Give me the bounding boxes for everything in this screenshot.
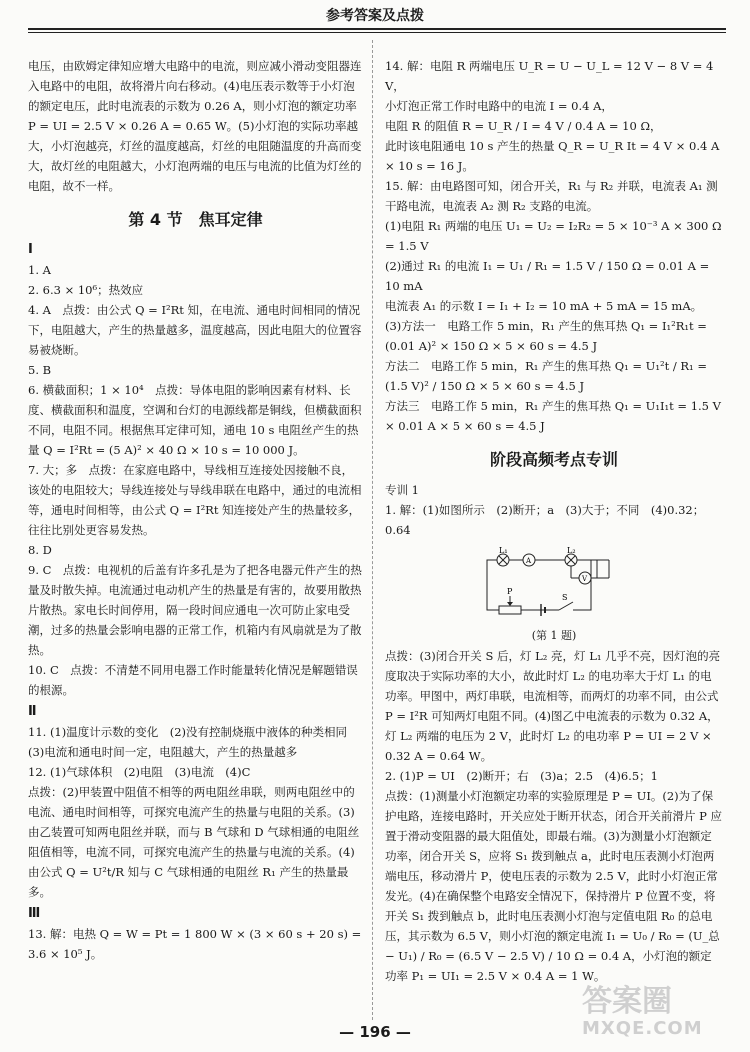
- answer-line: 方法三 电路工作 5 min，R₁ 产生的焦耳热 Q₁ = U₁I₁t = 1.5 V × 0.01 A × 5 × 60 s = 4.5 J: [385, 399, 721, 433]
- watermark-text: 答案圈: [582, 984, 672, 1019]
- label-a: A: [526, 557, 532, 565]
- answer-line: 2. (1)P = UI (2)断开；右 (3)a；2.5 (4)6.5；1: [385, 769, 658, 783]
- answer-line: 点拨：(1)测量小灯泡额定功率的实验原理是 P = UI。(2)为了保护电路，连接电路时，开关应处于断开状态，闭合开关前滑片 P 应置于滑动变阻器的最大阻值处，即最右端。(3)为测量小灯泡额定功率，闭合开关 S，应将 S₁ 拨到触点 a，此时电压表测小灯泡两端电压，移动滑片 P，使电压表的示数为 2.5 V，此时小灯泡正常发光。(4)在确保整个电路安全情况下，保持滑片 P 位置不变，将开关 S₁ 拨到触点 b，此时电压表测小灯泡与定值电阻 R₀ 的总电压，其示数为 6.5 V，则小灯泡的额定电流 I₁ = U₀ / R₀ = (U_总 − U₁) / R₀ = (6.5 V − 2.5 V) / 10 Ω = 0.4 A，小灯泡的额定功率 P₁ = UI₁ = 2.5 V × 0.4 A = 1 W。: [385, 789, 723, 983]
- answer-line: 1. 解：(1)如图所示 (2)断开；a (3)大于；不同 (4)0.32；0.64: [385, 503, 705, 537]
- sub-title: 专训 1: [385, 483, 419, 497]
- figure-caption: (第 1 题): [531, 629, 577, 642]
- answer-line: (2)通过 R₁ 的电流 I₁ = U₁ / R₁ = 1.5 V / 150 Ω = 0.01 A = 10 mA: [385, 259, 710, 293]
- circuit-diagram: [479, 546, 629, 624]
- answer-line: 电阻 R 的阻值 R = U_R / I = 4 V / 0.4 A = 10 Ω，: [385, 119, 662, 133]
- answer-item: 13. 解：电热 Q = W = Pt = 1 800 W × (3 × 60 s + 20 s) = 3.6 × 10⁵ J。: [28, 927, 362, 961]
- page-number: — 196 —: [339, 1023, 411, 1041]
- answer-item: 6. 横截面积；1 × 10⁴ 点拨：导体电阻的影响因素有材料、长度、横截面积和温度，空调和台灯的电源线都是铜线，但横截面积不同，电阻不同。根据焦耳定律可知，通电 10 s 电阻丝产生的热量 Q = I²Rt = (5 A)² × 40 Ω × 10 s = 10 000 J。: [28, 383, 362, 457]
- answer-item: 8. D: [28, 543, 52, 557]
- rheostat-icon: [499, 596, 521, 614]
- answer-item: 5. B: [28, 363, 52, 377]
- label-v: V: [582, 575, 588, 583]
- answer-item: 7. 大；多 点拨：在家庭电路中，导线相互连接处因接触不良，该处的电阻较大；导线连接处与导线串联在电路中，通过的电流相等，通电时间相等，由公式 Q = I²Rt 知连接处产生的热量较多，往往比别处更容易发热。: [28, 463, 362, 537]
- answer-line: (1)电阻 R₁ 两端的电压 U₁ = U₂ = I₂R₂ = 5 × 10⁻³ A × 300 Ω = 1.5 V: [385, 219, 722, 253]
- level-mark-1: Ⅰ: [28, 242, 33, 257]
- level-mark-3: Ⅲ: [28, 906, 41, 921]
- right-column: [385, 56, 723, 986]
- answer-line: 14. 解：电阻 R 两端电压 U_R = U − U_L = 12 V − 8 V = 4 V，: [385, 59, 714, 93]
- switch-icon: [559, 602, 573, 614]
- answer-line: 小灯泡正常工作时电路中的电流 I = 0.4 A，: [385, 99, 613, 113]
- answer-item: 12. (1)气球体积 (2)电阻 (3)电流 (4)C: [28, 765, 251, 779]
- page-title: 参考答案及点拨: [326, 8, 424, 24]
- column-divider: [372, 40, 373, 1020]
- label-p: P: [507, 587, 513, 596]
- page-header: [0, 0, 750, 30]
- label-l2: L₂: [567, 546, 576, 555]
- answer-item: 10. C 点拨：不清楚不同用电器工作时能量转化情况是解题错误的根源。: [28, 663, 358, 697]
- watermark-url: MXQE.COM: [582, 1018, 703, 1039]
- answer-item: 9. C 点拨：电视机的后盖有许多孔是为了把各电器元件产生的热量及时散失掉。电流通过电动机产生的热量是有害的，故要用散热片散热。家电长时间停用，隔一段时间应通电一次可防止家电受潮，过多的热量会影响电器的正常工作，机箱内有风扇就是为了散热。: [28, 563, 362, 657]
- left-column: [28, 56, 363, 964]
- answer-line: 电流表 A₁ 的示数 I = I₁ + I₂ = 10 mA + 5 mA = 15 mA。: [385, 299, 703, 313]
- answer-item: 点拨：(2)甲装置中阻值不相等的两电阻丝串联，则两电阻丝中的电流、通电时间相等，可探究电流产生的热量与电阻的关系。(3)由乙装置可知两电阻丝并联，而与 B 气球和 D 气球相通的电阻丝阻值相等，电流不同，可探究电流产生的热量与电流的关系。(4)由公式 Q = U²t/R 知与 C 气球相通的电阻丝 R₁ 产生的热量最多。: [28, 785, 360, 899]
- header-rule-thin: [28, 32, 726, 33]
- intro-paragraph: 电压，由欧姆定律知应增大电路中的电流，则应减小滑动变阻器连入电路中的电阻，故将滑片向右移动。(4)电压表示数等于小灯泡的额定电压，此时电流表的示数为 0.26 A，则小灯泡的额定功率 P = UI = 2.5 V × 0.26 A = 0.65 W。(5)小灯泡的实际功率越大，小灯泡越亮，灯丝的温度越高，灯丝的电阻随温度的升高而变大，故灯丝的电阻越大，小灯泡两端的电压与电流的比值为灯丝的电阻，故不一样。: [28, 59, 362, 193]
- section-title-joule-law: 第 4 节 焦耳定律: [128, 210, 263, 229]
- label-l1: L₁: [499, 546, 508, 555]
- answer-line: (3)方法一 电路工作 5 min，R₁ 产生的焦耳热 Q₁ = I₁²R₁t = (0.01 A)² × 150 Ω × 5 × 60 s = 4.5 J: [385, 319, 707, 353]
- answer-item: 4. A 点拨：由公式 Q = I²Rt 知，在电流、通电时间相同的情况下，电阻越大，产生的热量越多，温度越高，因此电阻大的位置容易被烧断。: [28, 303, 362, 357]
- level-mark-2: Ⅱ: [28, 704, 37, 719]
- answer-line: 点拨：(3)闭合开关 S 后，灯 L₂ 亮，灯 L₁ 几乎不亮，因灯泡的亮度取决于实际功率的大小，故此时灯 L₂ 的电功率大于灯 L₁ 的电功率。甲图中，两灯串联，电流相等，而两灯的功率不同，由公式 P = I²R 可知两灯电阻不同。(4)图乙中电流表的示数为 0.32 A，灯 L₂ 两端的电压为 2 V，此时灯 L₂ 的电功率 P = UI = 2 V × 0.32 A = 0.64 W。: [385, 649, 721, 763]
- lamp-l2-icon: [565, 554, 577, 566]
- watermark-logo: [582, 985, 732, 1047]
- answer-item: 11. (1)温度计示数的变化 (2)没有控制烧瓶中液体的种类相同 (3)电流和通电时间一定，电阻越大，产生的热量越多: [28, 725, 359, 759]
- answer-line: 此时该电阻通电 10 s 产生的热量 Q_R = U_R It = 4 V × 0.4 A × 10 s = 16 J。: [385, 139, 720, 173]
- section-title-practice: 阶段高频考点专训: [489, 450, 618, 469]
- answer-item: 2. 6.3 × 10⁶；热效应: [28, 283, 144, 297]
- answer-line: 15. 解：由电路图可知，闭合开关，R₁ 与 R₂ 并联，电流表 A₁ 测干路电流，电流表 A₂ 测 R₂ 支路的电流。: [385, 179, 718, 213]
- lamp-l1-icon: [497, 554, 509, 566]
- answer-line: 方法二 电路工作 5 min，R₁ 产生的焦耳热 Q₁ = U₁²t / R₁ = (1.5 V)² / 150 Ω × 5 × 60 s = 4.5 J: [385, 359, 707, 393]
- label-s: S: [562, 593, 568, 602]
- answer-item: 1. A: [28, 263, 51, 277]
- header-rule: [28, 28, 726, 30]
